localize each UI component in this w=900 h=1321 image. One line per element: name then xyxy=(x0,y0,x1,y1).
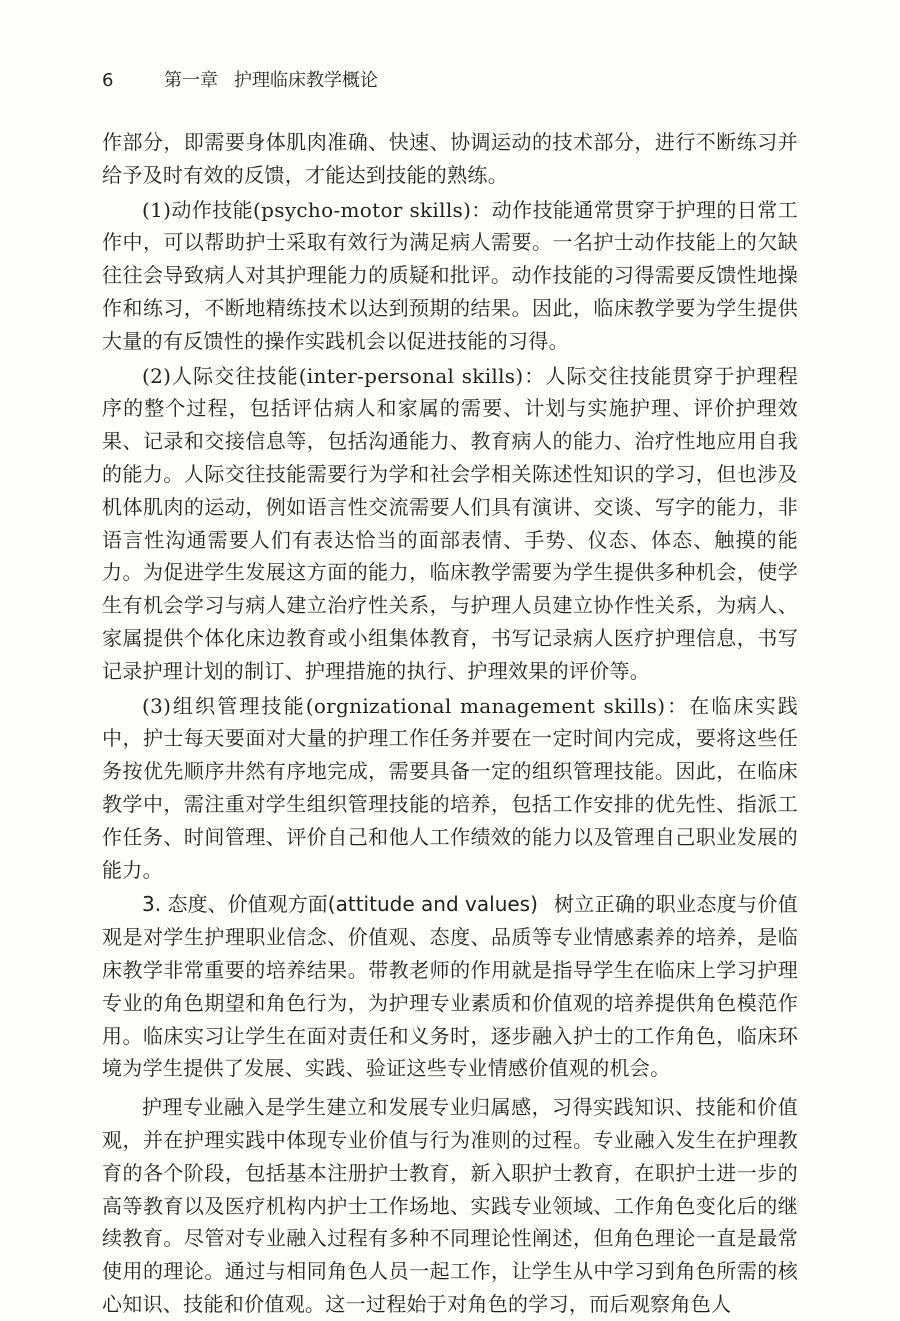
paragraph-attitude-values xyxy=(102,888,798,1085)
running-header xyxy=(102,66,798,96)
body-text xyxy=(102,126,798,1321)
paragraph-attitude-values-body: 树立正确的职业态度与价值观是对学生护理职业信念、价值观、态度、品质等专业情感素养的培养，是临床教学非常重要的培养结果。带教老师的作用就是指导学生在临床上学习护理专业的角色期望和角色行为，为护理专业素质和价值观的培养提供角色模范作用。临床实习让学生在面对责任和义务时，逐步融入护士的工作角色，临床环境为学生提供了发展、实践、验证这些专业情感价值观的机会。 xyxy=(102,892,798,1081)
paragraph-continued: 作部分，即需要身体肌肉准确、快速、协调运动的技术部分，进行不断练习并给予及时有效的反馈，才能达到技能的熟练。 xyxy=(102,130,798,187)
section-heading-attitude-values: 3. 态度、价值观方面(attitude and values) xyxy=(142,892,538,917)
paragraph-management-skills: (3)组织管理技能(orgnizational management skills)：在临床实践中，护士每天要面对大量的护理工作任务并要在一定时间内完成，要将这些任务按优先顺序井然有序地完成，需要具备一定的组织管理技能。因此，在临床教学中，需注重对学生组织管理技能的培养，包括工作安排的优先性、指派工作任务、时间管理、评价自己和他人工作绩效的能力以及管理自己职业发展的能力。 xyxy=(102,693,798,882)
paragraph-motor-skills: (1)动作技能(psycho-motor skills)：动作技能通常贯穿于护理的日常工作中，可以帮助护士采取有效行为满足病人需要。一名护士动作技能上的欠缺往往会导致病人对其护理能力的质疑和批评。动作技能的习得需要反馈性地操作和练习，不断地精练技术以达到预期的结果。因此，临床教学要为学生提供大量的有反馈性的操作实践机会以促进技能的习得。 xyxy=(102,197,798,353)
chapter-label: 第一章 xyxy=(164,70,218,91)
page-number: 6 xyxy=(102,70,114,91)
chapter-title: 护理临床教学概论 xyxy=(234,70,378,91)
paragraph-interpersonal-skills: (2)人际交往技能(inter-personal skills)：人际交往技能贯穿于护理程序的整个过程，包括评估病人和家属的需要、计划与实施护理、评价护理效果、记录和交接信息等，包括沟通能力、教育病人的能力、治疗性地应用自我的能力。人际交往技能需要行为学和社会学相关陈述性知识的学习，但也涉及机体肌肉的运动，例如语言性交流需要人们具有演讲、交谈、写字的能力，非语言性沟通需要人们有表达恰当的面部表情、手势、仪态、体态、触摸的能力。为促进学生发展这方面的能力，临床教学需要为学生提供多种机会，使学生有机会学习与病人建立治疗性关系，与护理人员建立协作性关系，为病人、家属提供个体化床边教育或小组集体教育，书写记录病人医疗护理信息，书写记录护理计划的制订、护理措施的执行、护理效果的评价等。 xyxy=(102,363,798,683)
paragraph-professional-socialization: 护理专业融入是学生建立和发展专业归属感，习得实践知识、技能和价值观，并在护理实践中体现专业价值与行为准则的过程。专业融入发生在护理教育的各个阶段，包括基本注册护士教育，新入职护士教育，在职护士进一步的高等教育以及医疗机构内护士工作场地、实践专业领域、工作角色变化后的继续教育。尽管对专业融入过程有多种不同理论性阐述，但角色理论一直是最常使用的理论。通过与相同角色人员一起工作，让学生从中学习到角色所需的核心知识、技能和价值观。这一过程始于对角色的学习，而后观察角色人 xyxy=(102,1095,798,1316)
